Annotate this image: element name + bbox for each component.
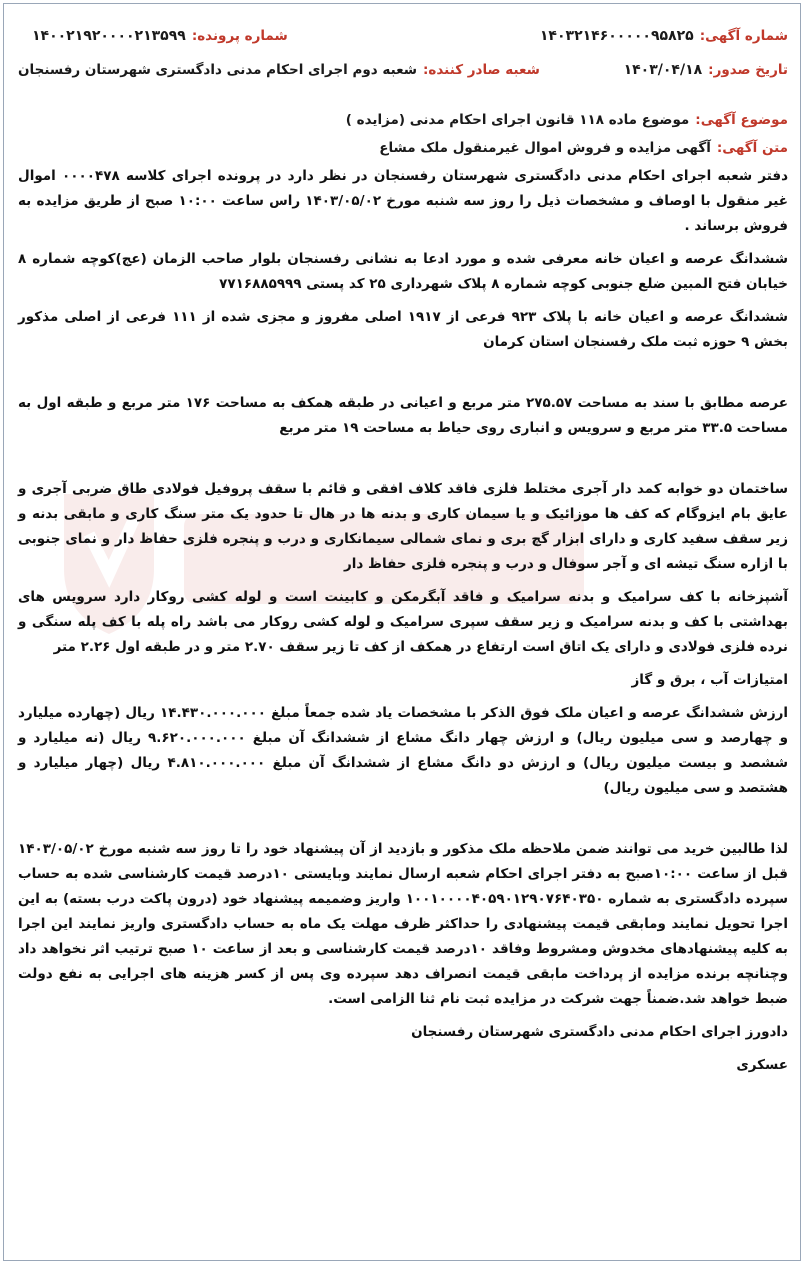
case-number-label: شماره پرونده:: [191, 28, 288, 44]
paragraph-building: ساختمان دو خوابه کمد دار آجری مختلط فلزی فاقد کلاف افقی و قائم با سقف پروفیل فولادی طاق ضربی آجری و عایق بام ایزوگام که کف ها موزائیک و یا سیمان کاری و بدنه ها در هال تا حدود یک متر سنگ کاری و مابقی بدنه و زیر سقف سفید کاری و دارای ابزار گچ بری و نمای شمالی سیمانکاری و درب و پنجره فلزی حفاظ دار و نمای جنوبی با ازاره سنگ تیشه ای و آجر سوفال و درب و پنجره فلزی حفاظ دار: [18, 481, 788, 572]
case-number-value: ۱۴۰۰۲۱۹۲۰۰۰۰۲۱۳۵۹۹: [32, 28, 186, 44]
text-title-line: [18, 140, 788, 156]
text-label: متن آگهی:: [716, 140, 788, 156]
case-number: [32, 28, 288, 44]
subject-label: موضوع آگهی:: [695, 112, 788, 128]
paragraph-terms: لذا طالبین خرید می توانند ضمن ملاحظه ملک مذکور و بازدید از آن پیشنهاد خود را تا روز سه شنبه مورخ ۱۴۰۳/۰۵/۰۲ قبل از ساعت ۱۰:۰۰صبح به دفتر اجرای احکام شعبه ارسال نمایند وبایستی ۱۰درصد قیمت کارشناسی شده به حساب سپرده دادگستری به شماره ۱۰۰۱۰۰۰۰۴۰۵۹۰۱۲۹۰۷۶۴۰۳۵۰ واریز وضمیمه پیشنهاد خود (درون پاکت درب بسته) به این اجرا تحویل نمایند ومابقی قیمت پیشنهادی را حداکثر ظرف مهلت یک ماه به حساب دادگستری واریز نمایند این اجرا به کلیه پیشنهادهای مخدوش ومشروط وفاقد ۱۰درصد قیمت کارشناسی و بعد از ساعت ۱۰ صبح ترتیب اثر نخواهد داد وچنانچه برنده مزایده از پرداخت مابقی قیمت انصراف دهد سپرده وی پس از کسر هزینه های اجرایی به نفع دولت ضبط خواهد شد.ضمناً جهت شرکت در مزایده ثبت نام ثنا الزامی است.: [18, 841, 788, 1007]
issuing-branch-label: شعبه صادر کننده:: [423, 62, 540, 78]
issue-date: [624, 62, 788, 78]
ad-content: [18, 28, 788, 1078]
header-row-1: [18, 28, 788, 62]
ad-number-value: ۱۴۰۳۲۱۴۶۰۰۰۰۰۹۵۸۲۵: [539, 28, 694, 44]
ad-number: [540, 28, 788, 44]
header-row-2: [18, 62, 788, 96]
paragraph-kitchen: آشپزخانه با کف سرامیک و بدنه سرامیک و فاقد آبگرمکن و کابینت است و لوله کشی روکار دارد سرویس های بهداشتی با کف و بدنه سرامیک و زیر سقف سپری سرامیک و لوله کشی روکار می باشد راه پله با کف پله سنگی و نرده فلزی فولادی و دارای یک اتاق است ارتفاع در همکف از کف تا زیر سقف ۲.۷۰ متر و در طبقه اول ۲.۲۶ متر: [18, 589, 788, 655]
paragraph-area: عرصه مطابق با سند به مساحت ۲۷۵.۵۷ متر مربع و اعیانی در طبقه همکف به مساحت ۱۷۶ متر مربع و طبقه اول به مساحت ۳۳.۵ متر مربع و سرویس و انباری روی حیاط به مساحت ۱۹ متر مربع: [18, 395, 788, 436]
subject-line: [18, 112, 788, 128]
paragraph-plaque: ششدانگ عرصه و اعیان خانه با پلاک ۹۲۳ فرعی از ۱۹۱۷ اصلی مفروز و مجزی شده از ۱۱۱ فرعی از اصلی مذکور بخش ۹ حوزه ثبت ملک رفسنجان استان کرمان: [18, 309, 788, 350]
signature-title: دادورز اجرای احکام مدنی دادگستری شهرستان رفسنجان: [411, 1024, 788, 1040]
paragraph-intro: دفتر شعبه اجرای احکام مدنی دادگستری شهرستان رفسنجان در نظر دارد در پرونده اجرای کلاسه ۰۰۰۰۴۷۸ اموال غیر منقول با اوصاف و مشخصات ذیل را روز سه شنبه مورخ ۱۴۰۳/۰۵/۰۲ راس ساعت ۱۰:۰۰ صبح از طریق مزایده به فروش برساند .: [18, 168, 788, 234]
issuing-branch: [18, 62, 540, 78]
subject-value: موضوع ماده ۱۱۸ قانون اجرای احکام مدنی (مزایده ): [345, 112, 690, 128]
paragraph-utilities: امتیازات آب ، برق و گاز: [631, 672, 788, 688]
paragraph-address: ششدانگ عرصه و اعیان خانه معرفی شده و مورد ادعا به نشانی رفسنجان بلوار صاحب الزمان (عج)کوچه شماره ۸ خیابان فتح المبین ضلع جنوبی کوچه شماره ۸ پلاک شهرداری ۲۵ کد پستی ۷۷۱۶۸۸۵۹۹۹: [18, 251, 788, 292]
issue-date-value: ۱۴۰۳/۰۴/۱۸: [623, 62, 703, 78]
issuing-branch-value: شعبه دوم اجرای احکام مدنی دادگستری شهرستان رفسنجان: [18, 62, 418, 78]
issue-date-label: تاریخ صدور:: [708, 62, 788, 78]
ad-number-label: شماره آگهی:: [699, 28, 788, 44]
paragraph-valuation: ارزش ششدانگ عرصه و اعیان ملک فوق الذکر با مشخصات یاد شده جمعاً مبلغ ۱۴.۴۳۰.۰۰۰.۰۰۰ ریال (چهارده میلیارد و چهارصد و سی میلیون ریال) و ارزش چهار دانگ مشاع از ششدانگ آن مبلغ ۹.۶۲۰.۰۰۰.۰۰۰ ریال (نه میلیارد و ششصد و بیست میلیون ریال) و ارزش دو دانگ مشاع از ششدانگ آن مبلغ ۴.۸۱۰.۰۰۰.۰۰۰ ریال (چهار میلیارد و هشتصد و سی میلیون ریال): [18, 705, 789, 796]
text-title: آگهی مزایده و فروش اموال غیرمنقول ملک مشاع: [379, 140, 711, 156]
signature-name: عسکری: [736, 1057, 788, 1073]
